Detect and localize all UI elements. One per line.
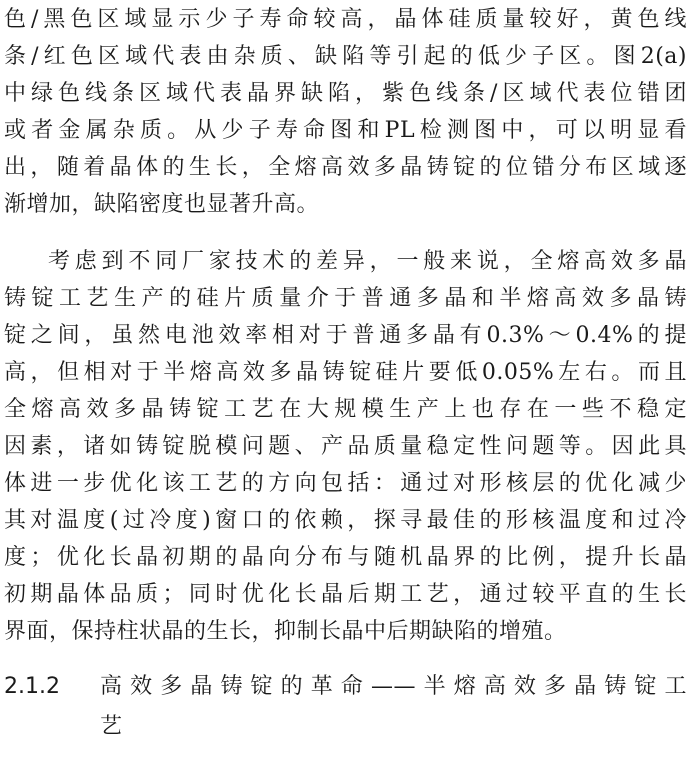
paragraph-line: 因素，诸如铸锭脱模问题、产品质量稳定性问题等。因此具	[4, 434, 687, 459]
paragraph-line: 中绿色线条区域代表晶界缺陷，紫色线条/区域代表位错团	[4, 81, 687, 106]
section-title-line: 艺	[100, 714, 123, 739]
paragraph-line: 全熔高效多晶铸锭工艺在大规模生产上也存在一些不稳定	[4, 397, 687, 422]
paragraph-line: 渐增加，缺陷密度也显著升高。	[4, 192, 320, 217]
paragraph-line: 初期晶体品质；同时优化长晶后期工艺，通过较平直的生长	[4, 582, 687, 607]
paragraph-line: 锭之间，虽然电池效率相对于普通多晶有0.3%～0.4%的提	[4, 323, 687, 348]
paragraph-line: 界面，保持柱状晶的生长，抑制长晶中后期缺陷的增殖。	[4, 619, 567, 644]
paragraph-line: 其对温度(过冷度)窗口的依赖，探寻最佳的形核温度和过冷	[4, 508, 687, 533]
paragraph-line: 条/红色区域代表由杂质、缺陷等引起的低少子区。图2(a)	[4, 44, 687, 69]
paragraph-line: 体进一步优化该工艺的方向包括：通过对形核层的优化减少	[4, 471, 687, 496]
paragraph-line: 铸锭工艺生产的硅片质量介于普通多晶和半熔高效多晶铸	[4, 286, 687, 311]
paragraph-line: 度；优化长晶初期的晶向分布与随机晶界的比例，提升长晶	[4, 545, 687, 570]
section-number: 2.1.2	[4, 674, 60, 699]
paragraph-line: 高，但相对于半熔高效多晶铸锭硅片要低0.05%左右。而且	[4, 360, 687, 385]
paragraph-line: 或者金属杂质。从少子寿命图和PL检测图中，可以明显看	[4, 118, 687, 143]
paragraph-line: 考虑到不同厂家技术的差异，一般来说，全熔高效多晶	[48, 249, 687, 274]
paragraph-line: 色/黑色区域显示少子寿命较高，晶体硅质量较好，黄色线	[4, 7, 687, 32]
section-title-line: 高效多晶铸锭的革命——半熔高效多晶铸锭工	[100, 674, 687, 699]
paragraph-line: 出，随着晶体的生长，全熔高效多晶铸锭的位错分布区域逐	[4, 155, 687, 180]
